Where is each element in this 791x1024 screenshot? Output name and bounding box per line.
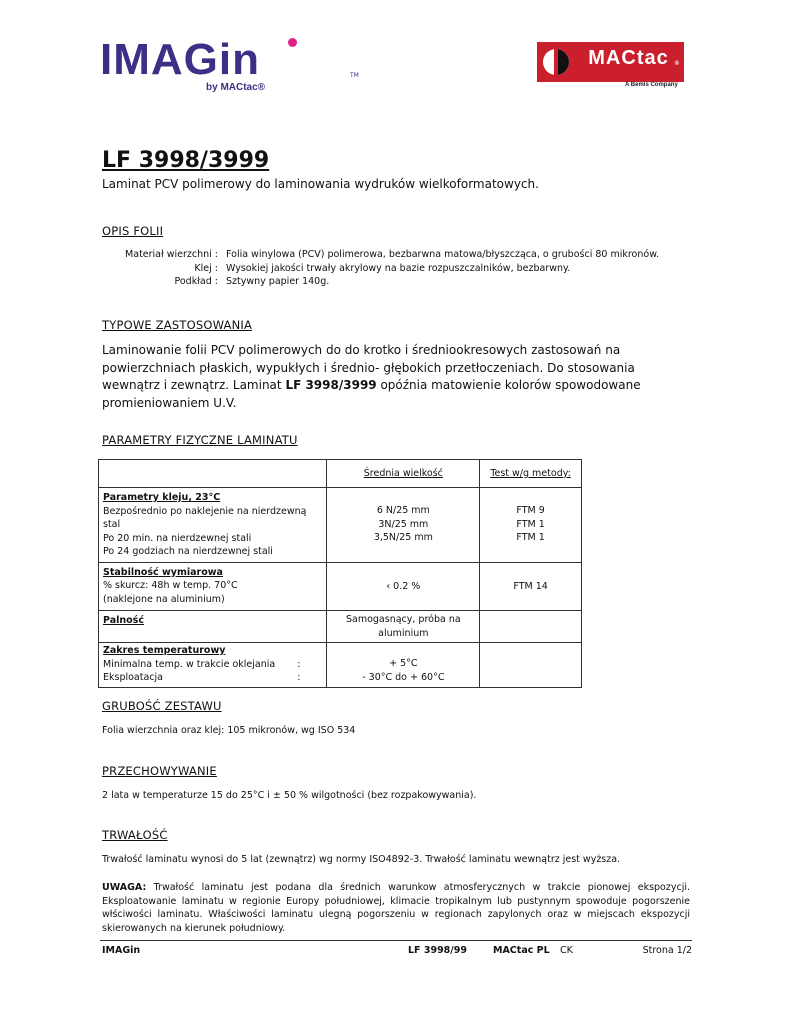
note-text: Trwałość laminatu jest podana dla średnich warunkow atmosferycznych w trakcie pionowej ekspozycji. Eksploatowanie laminatu w regionie Europy południowej, klimacie tropikalnym lub pustynnym spowoduje pogorszenie włściwości laminatu. Właściwości laminatu ulegną pogorszeniu w regionach zapylonych oraz w miejscach ekspozycji skierowanych na kierunek południowy. xyxy=(102,882,690,934)
footer-product: LF 3998/99 xyxy=(408,945,467,956)
table-row xyxy=(99,611,582,643)
note-label: UWAGA: xyxy=(102,882,147,893)
description-row xyxy=(102,262,659,276)
temperature-title: Zakres temperaturowy xyxy=(103,645,226,656)
temperature-colon: : xyxy=(297,658,301,670)
stability-method: FTM 14 xyxy=(480,562,582,611)
flammability-value: Samogasnący, próba na aluminium xyxy=(327,611,480,643)
durability-note xyxy=(102,881,690,935)
mactac-registered: ® xyxy=(674,61,680,67)
adhesion-cell xyxy=(99,488,327,563)
adhesion-item: Bezpośrednio po naklejenie na nierdzewną stal xyxy=(103,505,307,530)
description-value: Sztywny papier 140g. xyxy=(226,276,330,287)
temperature-item-row xyxy=(103,671,322,685)
temperature-method xyxy=(480,643,582,688)
col-header-average: Średnia wielkość xyxy=(327,460,480,488)
bemis-caption: A Bemis Company xyxy=(625,82,678,88)
temperature-values xyxy=(327,643,480,688)
imagin-dot-icon xyxy=(288,38,297,47)
uses-text-end: opóźnia matowienie kolorów spowodowane promieniowaniem U.V. xyxy=(102,378,641,410)
adhesion-title: Parametry kleju, 23°C xyxy=(103,492,221,503)
mactac-wordmark xyxy=(574,43,683,81)
imagin-wordmark-text: IMAGin xyxy=(100,35,260,84)
table-row xyxy=(99,643,582,688)
adhesion-value: 3N/25 mm xyxy=(378,518,429,530)
temperature-item: Minimalna temp. w trakcie oklejania xyxy=(103,658,276,670)
table-header-row xyxy=(99,460,582,488)
adhesion-value: 3,5N/25 mm xyxy=(373,532,433,543)
adhesion-item: Po 24 godziach na nierdzewnej stali xyxy=(103,546,273,557)
temperature-item-row xyxy=(103,658,322,672)
section-heading-description: OPIS FOLII xyxy=(102,224,164,238)
adhesion-method: FTM 1 xyxy=(516,532,545,543)
footer-divider xyxy=(100,940,692,941)
mactac-emblem-icon xyxy=(538,43,574,81)
description-row xyxy=(102,275,659,289)
imagin-tagline: by MACtac® xyxy=(206,82,266,93)
adhesion-method: FTM 1 xyxy=(516,518,545,530)
temperature-item: Eksploatacja xyxy=(103,672,163,683)
params-table xyxy=(98,459,582,688)
temperature-colon: : xyxy=(297,672,301,683)
table-row xyxy=(99,488,582,563)
page-subtitle: Laminat PCV polimerowy do laminowania wydruków wielkoformatowych. xyxy=(102,177,539,191)
table-row xyxy=(99,562,582,611)
uses-product-code: LF 3998/3999 xyxy=(285,378,377,392)
col-header-method: Test w/g metody: xyxy=(480,460,582,488)
footer-page-number: Strona 1/2 xyxy=(642,945,692,956)
uses-text: Laminowanie folii PCV polimerowych do do krotko i średniookresowych zastosowań na powierzchniach płaskich, wypukłych i średnio- głębokich przetłoczeniach. Do stosowania wewnątrz i zewnątrz. Laminat xyxy=(102,343,635,392)
section-heading-durability: TRWAŁOŚĆ xyxy=(102,828,168,842)
temperature-cell xyxy=(99,643,327,688)
imagin-trademark: TM xyxy=(350,72,359,79)
durability-text: Trwałość laminatu wynosi do 5 lat (zewnątrz) wg normy ISO4892-3. Trwałość laminatu wewnątrz jest wyższa. xyxy=(102,854,621,865)
flammability-cell xyxy=(99,611,327,643)
stability-item: % skurcz: 48h w temp. 70°C xyxy=(103,580,238,591)
flammability-title: Palność xyxy=(103,615,144,626)
page-title: LF 3998/3999 xyxy=(102,148,270,173)
section-heading-params: PARAMETRY FIZYCZNE LAMINATU xyxy=(102,433,298,447)
imagin-logo xyxy=(100,35,359,93)
adhesion-methods xyxy=(480,488,582,563)
thickness-text: Folia wierzchnia oraz klej: 105 mikronów, wg ISO 534 xyxy=(102,725,356,736)
section-heading-uses: TYPOWE ZASTOSOWANIA xyxy=(102,318,253,332)
imagin-wordmark xyxy=(100,35,260,84)
description-label: Podkład : xyxy=(174,276,218,287)
footer-initials: CK xyxy=(560,945,573,956)
storage-text: 2 lata w temperaturze 15 do 25°C i ± 50 % wilgotności (bez rozpakowywania). xyxy=(102,790,477,801)
table-header-empty xyxy=(99,460,327,488)
description-value: Folia winylowa (PCV) polimerowa, bezbarwna matowa/błyszcząca, o grubości 80 mikronów. xyxy=(226,249,660,260)
uses-paragraph xyxy=(102,342,682,412)
mactac-wordmark-text: MACtac xyxy=(588,47,669,69)
section-heading-thickness: GRUBOŚĆ ZESTAWU xyxy=(102,699,222,713)
description-row xyxy=(102,248,659,262)
footer-brand: IMAGin xyxy=(102,945,141,956)
stability-item: (naklejone na aluminium) xyxy=(103,593,225,605)
adhesion-method: FTM 9 xyxy=(516,505,545,516)
adhesion-value: 6 N/25 mm xyxy=(376,505,430,516)
description-label: Klej : xyxy=(194,262,218,274)
stability-value: ‹ 0.2 % xyxy=(327,562,480,611)
description-list xyxy=(102,248,659,289)
temperature-value: - 30°C do + 60°C xyxy=(362,671,445,683)
footer-company: MACtac PL xyxy=(493,945,550,956)
stability-title: Stabilność wymiarowa xyxy=(103,566,223,578)
temperature-value: + 5°C xyxy=(389,658,418,669)
description-label: Materiał wierzchni : xyxy=(125,249,218,260)
flammability-method xyxy=(480,611,582,643)
description-value: Wysokiej jakości trwały akrylowy na bazie rozpuszczalników, bezbarwny. xyxy=(226,262,571,274)
adhesion-item: Po 20 min. na nierdzewnej stali xyxy=(103,532,252,544)
section-heading-storage: PRZECHOWYWANIE xyxy=(102,764,217,778)
mactac-logo xyxy=(537,42,684,82)
stability-cell xyxy=(99,562,327,611)
adhesion-values xyxy=(327,488,480,563)
